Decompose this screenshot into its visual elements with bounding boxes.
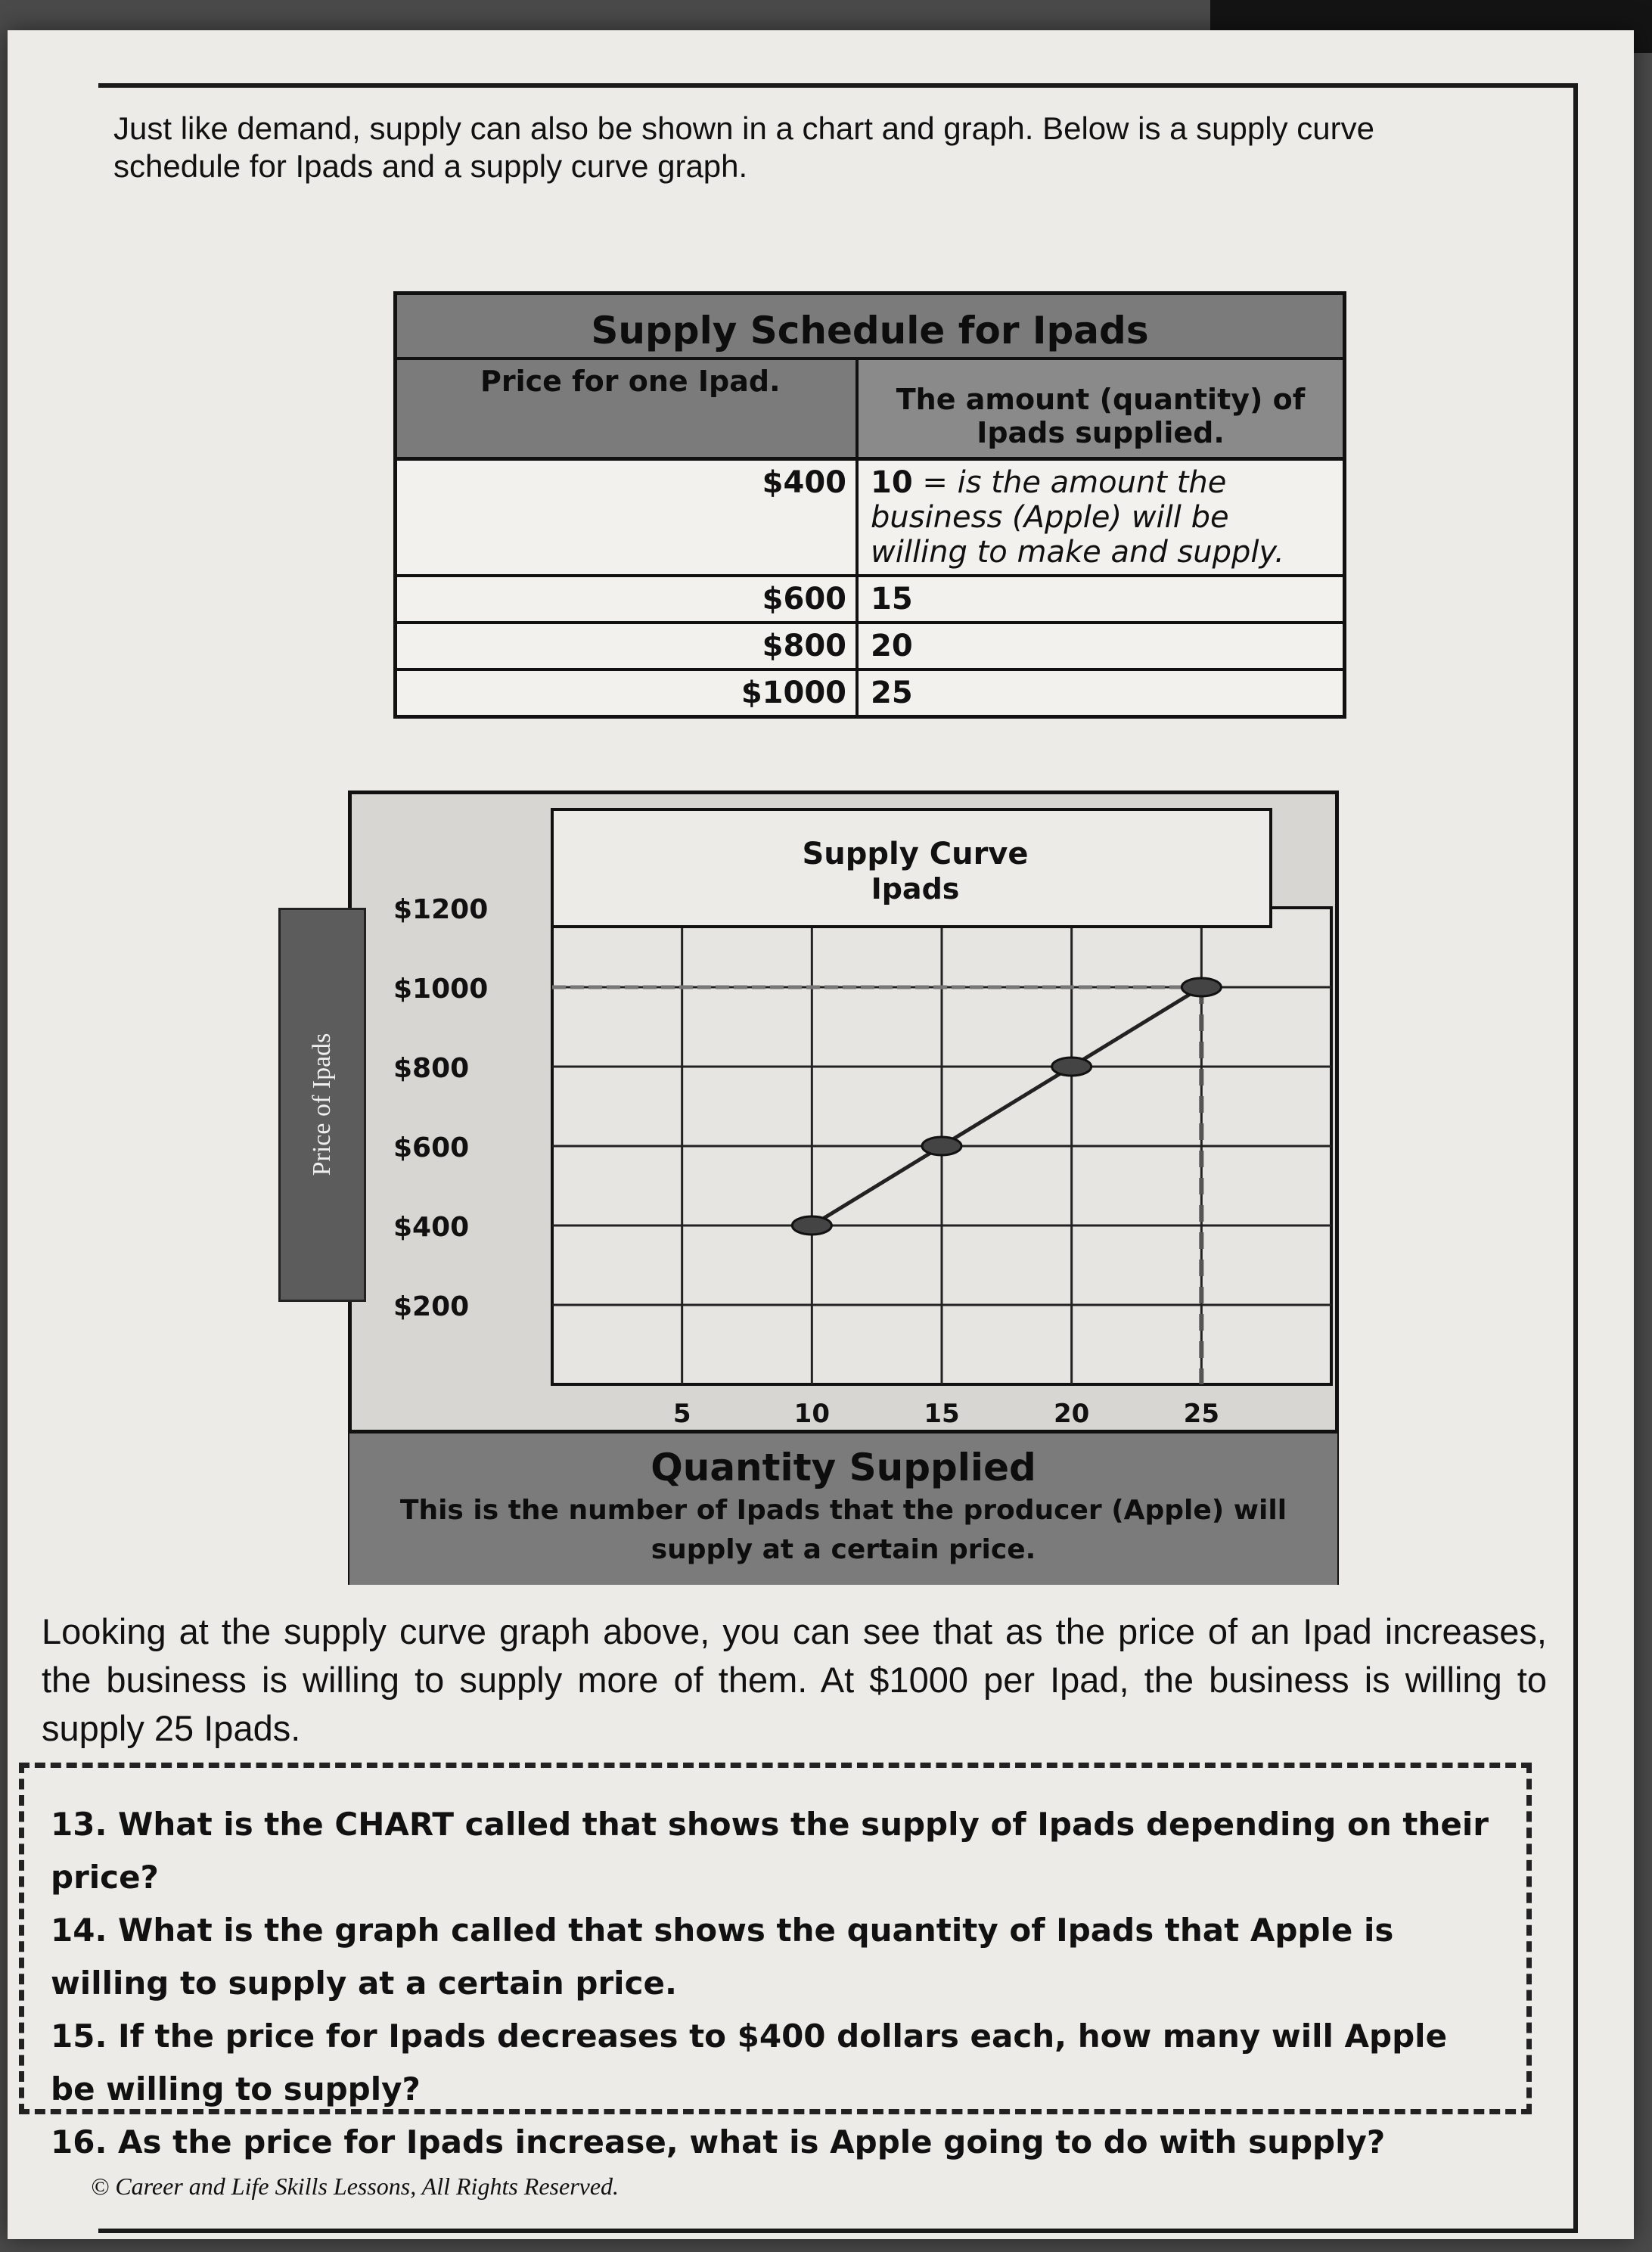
question-14: 14. What is the graph called that shows the quantity of Ipads that Apple is willing to supply at a certain price. bbox=[51, 1912, 1394, 2002]
summary-paragraph: Looking at the supply curve graph above, you can see that as the price of an Ipad increases, the business is willing to supply more of them. At $1000 per Ipad, the business is willing to supply 25 Ipads. bbox=[42, 1611, 1547, 1748]
intro-paragraph: Just like demand, supply can also be shown in a chart and graph. Below is a supply curve schedule for Ipads and a supply curve graph. bbox=[113, 110, 1374, 184]
x-axis-label-box bbox=[349, 1430, 1337, 1585]
x-tick-label: 25 bbox=[1183, 1399, 1219, 1429]
quantity-value: 15 bbox=[871, 582, 913, 617]
x-tick-label: 20 bbox=[1054, 1399, 1090, 1429]
supply-data-point bbox=[922, 1137, 961, 1155]
y-tick-label: $600 bbox=[393, 1132, 470, 1163]
price-cell: $1000 bbox=[397, 671, 859, 715]
question-16: 16. As the price for Ipads increase, what is Apple going to do with supply? bbox=[51, 2123, 1386, 2160]
y-axis-label: Price of Ipads bbox=[308, 1033, 336, 1176]
schedule-title: Supply Schedule for Ipads bbox=[397, 295, 1343, 360]
supply-data-point bbox=[1052, 1058, 1092, 1076]
quantity-column-header: The amount (quantity) of Ipads supplied. bbox=[859, 360, 1343, 457]
supply-data-point bbox=[792, 1216, 831, 1235]
copyright-notice: © Career and Life Skills Lessons, All Rights Reserved. bbox=[91, 2173, 620, 2200]
y-tick-label: $200 bbox=[393, 1291, 470, 1322]
price-cell: $400 bbox=[397, 461, 859, 574]
quantity-note: = is the amount the business (Apple) will be willing to make and supply. bbox=[871, 465, 1284, 570]
supply-data-point bbox=[1182, 978, 1221, 996]
price-cell: $800 bbox=[397, 624, 859, 668]
quantity-value: 20 bbox=[871, 629, 913, 663]
y-tick-label: $800 bbox=[393, 1053, 470, 1084]
quantity-value: 10 bbox=[871, 465, 913, 500]
y-tick-label: $400 bbox=[393, 1212, 470, 1243]
chart-layer bbox=[393, 809, 1331, 1429]
y-tick-label: $1000 bbox=[393, 974, 489, 1005]
x-tick-label: 10 bbox=[793, 1399, 830, 1429]
y-tick-label: $1200 bbox=[393, 894, 489, 925]
price-cell: $600 bbox=[397, 577, 859, 621]
quantity-value: 25 bbox=[871, 676, 913, 710]
chart-subtitle: Ipads bbox=[871, 872, 960, 905]
questions-box bbox=[19, 1763, 1532, 2160]
x-axis-description: This is the number of Ipads that the producer (Apple) will supply at a certain price. bbox=[399, 1495, 1287, 1565]
question-13: 13. What is the CHART called that shows the supply of Ipads depending on their price? bbox=[51, 1806, 1489, 1896]
chart-title: Supply Curve bbox=[802, 837, 1029, 871]
x-tick-label: 15 bbox=[924, 1399, 960, 1429]
price-column-header: Price for one Ipad. bbox=[397, 360, 859, 457]
question-15: 15. If the price for Ipads decreases to $400 dollars each, how many will Apple be willing to supply? bbox=[51, 2017, 1448, 2108]
x-axis-label: Quantity Supplied bbox=[651, 1446, 1036, 1489]
x-tick-label: 5 bbox=[672, 1399, 691, 1429]
